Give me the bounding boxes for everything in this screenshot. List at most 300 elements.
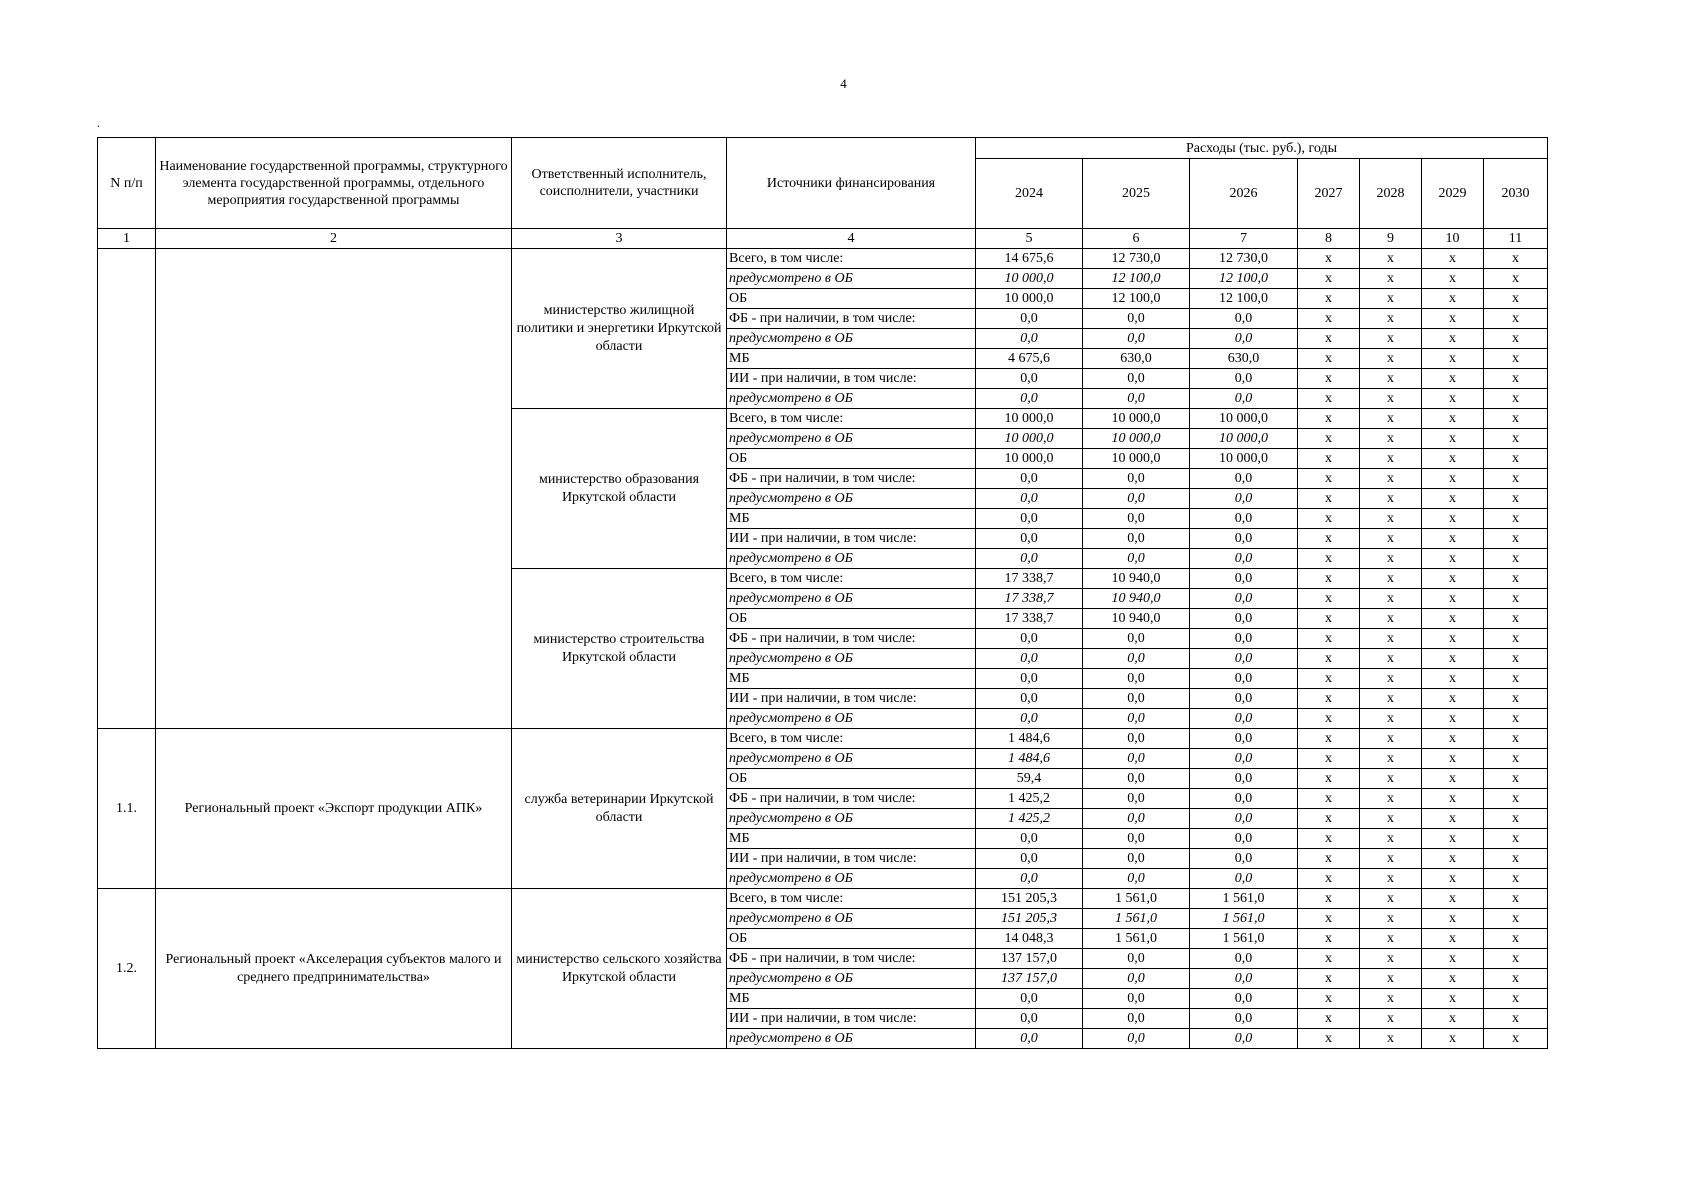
amount-cell: 0,0 bbox=[976, 469, 1083, 489]
amount-cell: 0,0 bbox=[1083, 769, 1190, 789]
na-cell: x bbox=[1298, 309, 1360, 329]
amount-cell: 0,0 bbox=[1083, 509, 1190, 529]
na-cell: x bbox=[1484, 689, 1548, 709]
funding-source: предусмотрено в ОБ bbox=[727, 749, 976, 769]
funding-source: ИИ - при наличии, в том числе: bbox=[727, 849, 976, 869]
na-cell: x bbox=[1422, 269, 1484, 289]
na-cell: x bbox=[1360, 589, 1422, 609]
funding-source: ФБ - при наличии, в том числе: bbox=[727, 309, 976, 329]
funding-source: предусмотрено в ОБ bbox=[727, 709, 976, 729]
na-cell: x bbox=[1360, 809, 1422, 829]
na-cell: x bbox=[1298, 469, 1360, 489]
amount-cell: 0,0 bbox=[1083, 669, 1190, 689]
na-cell: x bbox=[1422, 409, 1484, 429]
header-year: 2029 bbox=[1422, 159, 1484, 229]
na-cell: x bbox=[1422, 749, 1484, 769]
amount-cell: 0,0 bbox=[1190, 629, 1298, 649]
amount-cell: 0,0 bbox=[1190, 789, 1298, 809]
na-cell: x bbox=[1422, 429, 1484, 449]
funding-source: ОБ bbox=[727, 609, 976, 629]
funding-source: ФБ - при наличии, в том числе: bbox=[727, 789, 976, 809]
na-cell: x bbox=[1360, 909, 1422, 929]
header-name: Наименование государственной программы, структурного элемента государственной программы, отдельного мероприятия государственной программы bbox=[156, 138, 512, 229]
na-cell: x bbox=[1360, 549, 1422, 569]
column-number: 8 bbox=[1298, 229, 1360, 249]
amount-cell: 10 000,0 bbox=[976, 429, 1083, 449]
amount-cell: 0,0 bbox=[1083, 1029, 1190, 1049]
funding-source: ОБ bbox=[727, 449, 976, 469]
na-cell: x bbox=[1360, 429, 1422, 449]
na-cell: x bbox=[1298, 429, 1360, 449]
na-cell: x bbox=[1422, 629, 1484, 649]
amount-cell: 10 000,0 bbox=[1083, 409, 1190, 429]
funding-source: предусмотрено в ОБ bbox=[727, 589, 976, 609]
na-cell: x bbox=[1484, 509, 1548, 529]
funding-source: предусмотрено в ОБ bbox=[727, 269, 976, 289]
funding-source: предусмотрено в ОБ bbox=[727, 909, 976, 929]
amount-cell: 0,0 bbox=[1190, 589, 1298, 609]
na-cell: x bbox=[1422, 889, 1484, 909]
na-cell: x bbox=[1360, 649, 1422, 669]
amount-cell: 0,0 bbox=[976, 489, 1083, 509]
header-year: 2025 bbox=[1083, 159, 1190, 229]
amount-cell: 0,0 bbox=[1190, 309, 1298, 329]
na-cell: x bbox=[1360, 749, 1422, 769]
na-cell: x bbox=[1422, 549, 1484, 569]
na-cell: x bbox=[1422, 469, 1484, 489]
amount-cell: 0,0 bbox=[1190, 369, 1298, 389]
na-cell: x bbox=[1298, 529, 1360, 549]
na-cell: x bbox=[1360, 349, 1422, 369]
section-name: Региональный проект «Экспорт продукции АПК» bbox=[156, 729, 512, 889]
amount-cell: 1 484,6 bbox=[976, 729, 1083, 749]
na-cell: x bbox=[1422, 909, 1484, 929]
na-cell: x bbox=[1298, 889, 1360, 909]
amount-cell: 630,0 bbox=[1190, 349, 1298, 369]
amount-cell: 0,0 bbox=[1083, 309, 1190, 329]
amount-cell: 4 675,6 bbox=[976, 349, 1083, 369]
funding-source: предусмотрено в ОБ bbox=[727, 869, 976, 889]
na-cell: x bbox=[1360, 529, 1422, 549]
amount-cell: 137 157,0 bbox=[976, 969, 1083, 989]
amount-cell: 630,0 bbox=[1083, 349, 1190, 369]
na-cell: x bbox=[1484, 789, 1548, 809]
amount-cell: 137 157,0 bbox=[976, 949, 1083, 969]
amount-cell: 0,0 bbox=[1083, 809, 1190, 829]
amount-cell: 0,0 bbox=[1190, 329, 1298, 349]
na-cell: x bbox=[1360, 709, 1422, 729]
na-cell: x bbox=[1360, 269, 1422, 289]
na-cell: x bbox=[1422, 949, 1484, 969]
amount-cell: 0,0 bbox=[1083, 329, 1190, 349]
funding-source: предусмотрено в ОБ bbox=[727, 549, 976, 569]
na-cell: x bbox=[1422, 309, 1484, 329]
na-cell: x bbox=[1298, 649, 1360, 669]
funding-source: МБ bbox=[727, 509, 976, 529]
executor-cell: министерство строительства Иркутской области bbox=[512, 569, 727, 729]
funding-source: Всего, в том числе: bbox=[727, 569, 976, 589]
amount-cell: 1 561,0 bbox=[1083, 889, 1190, 909]
na-cell: x bbox=[1360, 729, 1422, 749]
na-cell: x bbox=[1360, 769, 1422, 789]
column-number: 6 bbox=[1083, 229, 1190, 249]
amount-cell: 0,0 bbox=[1083, 849, 1190, 869]
na-cell: x bbox=[1298, 409, 1360, 429]
amount-cell: 1 425,2 bbox=[976, 789, 1083, 809]
na-cell: x bbox=[1360, 789, 1422, 809]
section-name: Региональный проект «Акселерация субъектов малого и среднего предпринимательства» bbox=[156, 889, 512, 1049]
header-year: 2026 bbox=[1190, 159, 1298, 229]
na-cell: x bbox=[1422, 669, 1484, 689]
na-cell: x bbox=[1360, 249, 1422, 269]
funding-source: ИИ - при наличии, в том числе: bbox=[727, 529, 976, 549]
na-cell: x bbox=[1360, 609, 1422, 629]
amount-cell: 0,0 bbox=[1190, 669, 1298, 689]
na-cell: x bbox=[1298, 489, 1360, 509]
amount-cell: 0,0 bbox=[1190, 709, 1298, 729]
amount-cell: 1 561,0 bbox=[1083, 909, 1190, 929]
amount-cell: 0,0 bbox=[1083, 729, 1190, 749]
header-year: 2028 bbox=[1360, 159, 1422, 229]
amount-cell: 0,0 bbox=[1190, 509, 1298, 529]
na-cell: x bbox=[1484, 629, 1548, 649]
funding-source: предусмотрено в ОБ bbox=[727, 809, 976, 829]
column-number: 5 bbox=[976, 229, 1083, 249]
funding-source: Всего, в том числе: bbox=[727, 889, 976, 909]
na-cell: x bbox=[1484, 389, 1548, 409]
na-cell: x bbox=[1298, 1009, 1360, 1029]
amount-cell: 0,0 bbox=[976, 709, 1083, 729]
na-cell: x bbox=[1298, 749, 1360, 769]
executor-cell: служба ветеринарии Иркутской области bbox=[512, 729, 727, 889]
na-cell: x bbox=[1484, 429, 1548, 449]
amount-cell: 0,0 bbox=[976, 369, 1083, 389]
na-cell: x bbox=[1360, 889, 1422, 909]
amount-cell: 0,0 bbox=[1083, 629, 1190, 649]
amount-cell: 12 100,0 bbox=[1190, 289, 1298, 309]
na-cell: x bbox=[1360, 1009, 1422, 1029]
na-cell: x bbox=[1360, 869, 1422, 889]
amount-cell: 0,0 bbox=[976, 1029, 1083, 1049]
na-cell: x bbox=[1422, 849, 1484, 869]
column-number: 11 bbox=[1484, 229, 1548, 249]
na-cell: x bbox=[1298, 929, 1360, 949]
amount-cell: 0,0 bbox=[1083, 789, 1190, 809]
na-cell: x bbox=[1484, 669, 1548, 689]
na-cell: x bbox=[1298, 1029, 1360, 1049]
amount-cell: 0,0 bbox=[1083, 709, 1190, 729]
amount-cell: 17 338,7 bbox=[976, 569, 1083, 589]
amount-cell: 1 561,0 bbox=[1190, 909, 1298, 929]
stray-mark: . bbox=[97, 116, 100, 130]
table-body bbox=[98, 249, 1548, 1049]
amount-cell: 0,0 bbox=[976, 849, 1083, 869]
amount-cell: 0,0 bbox=[1190, 469, 1298, 489]
na-cell: x bbox=[1422, 689, 1484, 709]
amount-cell: 0,0 bbox=[1190, 729, 1298, 749]
amount-cell: 0,0 bbox=[1190, 749, 1298, 769]
funding-source: МБ bbox=[727, 829, 976, 849]
page-number: 4 bbox=[840, 76, 847, 91]
funding-source: ФБ - при наличии, в том числе: bbox=[727, 629, 976, 649]
amount-cell: 10 940,0 bbox=[1083, 609, 1190, 629]
amount-cell: 10 000,0 bbox=[1190, 429, 1298, 449]
amount-cell: 0,0 bbox=[1190, 389, 1298, 409]
funding-source: МБ bbox=[727, 349, 976, 369]
amount-cell: 0,0 bbox=[1083, 529, 1190, 549]
amount-cell: 151 205,3 bbox=[976, 909, 1083, 929]
header-source: Источники финансирования bbox=[727, 138, 976, 229]
column-number: 3 bbox=[512, 229, 727, 249]
na-cell: x bbox=[1298, 349, 1360, 369]
na-cell: x bbox=[1484, 829, 1548, 849]
amount-cell: 0,0 bbox=[1190, 809, 1298, 829]
table-row bbox=[98, 249, 1548, 269]
section-number: 1.1. bbox=[98, 729, 156, 889]
funding-source: Всего, в том числе: bbox=[727, 409, 976, 429]
funding-source: МБ bbox=[727, 669, 976, 689]
amount-cell: 1 561,0 bbox=[1190, 889, 1298, 909]
na-cell: x bbox=[1360, 929, 1422, 949]
column-number: 1 bbox=[98, 229, 156, 249]
na-cell: x bbox=[1360, 329, 1422, 349]
na-cell: x bbox=[1422, 529, 1484, 549]
na-cell: x bbox=[1422, 389, 1484, 409]
amount-cell: 1 561,0 bbox=[1190, 929, 1298, 949]
amount-cell: 10 000,0 bbox=[1083, 449, 1190, 469]
na-cell: x bbox=[1360, 289, 1422, 309]
budget-table bbox=[97, 137, 1548, 1049]
na-cell: x bbox=[1360, 409, 1422, 429]
na-cell: x bbox=[1422, 769, 1484, 789]
na-cell: x bbox=[1484, 649, 1548, 669]
na-cell: x bbox=[1360, 449, 1422, 469]
na-cell: x bbox=[1298, 969, 1360, 989]
funding-source: МБ bbox=[727, 989, 976, 1009]
header-num: N п/п bbox=[98, 138, 156, 229]
na-cell: x bbox=[1422, 729, 1484, 749]
na-cell: x bbox=[1484, 709, 1548, 729]
header-executor: Ответственный исполнитель, соисполнители, участники bbox=[512, 138, 727, 229]
amount-cell: 0,0 bbox=[1083, 689, 1190, 709]
table-header bbox=[98, 138, 1548, 249]
na-cell: x bbox=[1484, 609, 1548, 629]
na-cell: x bbox=[1298, 849, 1360, 869]
amount-cell: 0,0 bbox=[1083, 969, 1190, 989]
amount-cell: 10 000,0 bbox=[976, 269, 1083, 289]
na-cell: x bbox=[1422, 329, 1484, 349]
na-cell: x bbox=[1298, 829, 1360, 849]
na-cell: x bbox=[1422, 869, 1484, 889]
na-cell: x bbox=[1360, 469, 1422, 489]
na-cell: x bbox=[1484, 349, 1548, 369]
na-cell: x bbox=[1422, 289, 1484, 309]
amount-cell: 17 338,7 bbox=[976, 589, 1083, 609]
na-cell: x bbox=[1360, 829, 1422, 849]
na-cell: x bbox=[1484, 1029, 1548, 1049]
amount-cell: 0,0 bbox=[976, 509, 1083, 529]
na-cell: x bbox=[1484, 929, 1548, 949]
amount-cell: 0,0 bbox=[1190, 529, 1298, 549]
amount-cell: 0,0 bbox=[1190, 689, 1298, 709]
na-cell: x bbox=[1422, 829, 1484, 849]
header-year: 2027 bbox=[1298, 159, 1360, 229]
funding-source: предусмотрено в ОБ bbox=[727, 649, 976, 669]
amount-cell: 0,0 bbox=[1190, 769, 1298, 789]
header-year: 2030 bbox=[1484, 159, 1548, 229]
funding-source: предусмотрено в ОБ bbox=[727, 429, 976, 449]
na-cell: x bbox=[1484, 949, 1548, 969]
amount-cell: 0,0 bbox=[1083, 549, 1190, 569]
na-cell: x bbox=[1484, 249, 1548, 269]
na-cell: x bbox=[1422, 609, 1484, 629]
amount-cell: 12 730,0 bbox=[1083, 249, 1190, 269]
amount-cell: 1 561,0 bbox=[1083, 929, 1190, 949]
section-number: 1.2. bbox=[98, 889, 156, 1049]
na-cell: x bbox=[1298, 329, 1360, 349]
amount-cell: 10 940,0 bbox=[1083, 589, 1190, 609]
na-cell: x bbox=[1298, 989, 1360, 1009]
na-cell: x bbox=[1298, 449, 1360, 469]
amount-cell: 0,0 bbox=[976, 309, 1083, 329]
amount-cell: 0,0 bbox=[976, 389, 1083, 409]
amount-cell: 0,0 bbox=[1190, 949, 1298, 969]
na-cell: x bbox=[1422, 369, 1484, 389]
na-cell: x bbox=[1484, 489, 1548, 509]
amount-cell: 0,0 bbox=[1083, 1009, 1190, 1029]
na-cell: x bbox=[1484, 989, 1548, 1009]
na-cell: x bbox=[1484, 889, 1548, 909]
header-expenses: Расходы (тыс. руб.), годы bbox=[976, 138, 1548, 159]
na-cell: x bbox=[1484, 729, 1548, 749]
na-cell: x bbox=[1484, 369, 1548, 389]
na-cell: x bbox=[1298, 589, 1360, 609]
na-cell: x bbox=[1298, 809, 1360, 829]
na-cell: x bbox=[1422, 789, 1484, 809]
column-number: 2 bbox=[156, 229, 512, 249]
amount-cell: 0,0 bbox=[1190, 1029, 1298, 1049]
amount-cell: 12 100,0 bbox=[1083, 269, 1190, 289]
amount-cell: 0,0 bbox=[976, 989, 1083, 1009]
na-cell: x bbox=[1422, 809, 1484, 829]
na-cell: x bbox=[1298, 289, 1360, 309]
na-cell: x bbox=[1298, 789, 1360, 809]
na-cell: x bbox=[1298, 249, 1360, 269]
na-cell: x bbox=[1298, 909, 1360, 929]
section-number bbox=[98, 249, 156, 729]
executor-cell: министерство образования Иркутской области bbox=[512, 409, 727, 569]
amount-cell: 10 000,0 bbox=[976, 449, 1083, 469]
amount-cell: 0,0 bbox=[1190, 969, 1298, 989]
amount-cell: 0,0 bbox=[1190, 829, 1298, 849]
amount-cell: 0,0 bbox=[1083, 469, 1190, 489]
table-row bbox=[98, 889, 1548, 909]
na-cell: x bbox=[1298, 569, 1360, 589]
amount-cell: 0,0 bbox=[1190, 489, 1298, 509]
amount-cell: 59,4 bbox=[976, 769, 1083, 789]
funding-source: ОБ bbox=[727, 929, 976, 949]
na-cell: x bbox=[1360, 389, 1422, 409]
amount-cell: 0,0 bbox=[1190, 569, 1298, 589]
na-cell: x bbox=[1360, 309, 1422, 329]
amount-cell: 0,0 bbox=[1083, 369, 1190, 389]
executor-cell: министерство жилищной политики и энергетики Иркутской области bbox=[512, 249, 727, 409]
na-cell: x bbox=[1422, 449, 1484, 469]
na-cell: x bbox=[1422, 1029, 1484, 1049]
na-cell: x bbox=[1484, 849, 1548, 869]
funding-source: ИИ - при наличии, в том числе: bbox=[727, 689, 976, 709]
na-cell: x bbox=[1422, 589, 1484, 609]
amount-cell: 1 484,6 bbox=[976, 749, 1083, 769]
na-cell: x bbox=[1422, 249, 1484, 269]
amount-cell: 14 675,6 bbox=[976, 249, 1083, 269]
amount-cell: 0,0 bbox=[1190, 1009, 1298, 1029]
funding-source: предусмотрено в ОБ bbox=[727, 969, 976, 989]
na-cell: x bbox=[1298, 629, 1360, 649]
na-cell: x bbox=[1360, 989, 1422, 1009]
na-cell: x bbox=[1484, 289, 1548, 309]
na-cell: x bbox=[1422, 1009, 1484, 1029]
amount-cell: 0,0 bbox=[976, 689, 1083, 709]
amount-cell: 0,0 bbox=[1083, 749, 1190, 769]
na-cell: x bbox=[1360, 509, 1422, 529]
amount-cell: 10 000,0 bbox=[1190, 449, 1298, 469]
amount-cell: 0,0 bbox=[976, 549, 1083, 569]
amount-cell: 0,0 bbox=[1083, 949, 1190, 969]
na-cell: x bbox=[1484, 749, 1548, 769]
executor-cell: министерство сельского хозяйства Иркутской области bbox=[512, 889, 727, 1049]
amount-cell: 12 730,0 bbox=[1190, 249, 1298, 269]
na-cell: x bbox=[1484, 269, 1548, 289]
amount-cell: 0,0 bbox=[1083, 389, 1190, 409]
amount-cell: 0,0 bbox=[976, 329, 1083, 349]
funding-source: предусмотрено в ОБ bbox=[727, 1029, 976, 1049]
na-cell: x bbox=[1484, 449, 1548, 469]
amount-cell: 0,0 bbox=[1083, 989, 1190, 1009]
na-cell: x bbox=[1360, 489, 1422, 509]
funding-source: ОБ bbox=[727, 769, 976, 789]
amount-cell: 0,0 bbox=[976, 869, 1083, 889]
na-cell: x bbox=[1422, 709, 1484, 729]
na-cell: x bbox=[1422, 569, 1484, 589]
section-name bbox=[156, 249, 512, 729]
funding-source: Всего, в том числе: bbox=[727, 729, 976, 749]
na-cell: x bbox=[1422, 489, 1484, 509]
amount-cell: 14 048,3 bbox=[976, 929, 1083, 949]
na-cell: x bbox=[1298, 609, 1360, 629]
na-cell: x bbox=[1298, 549, 1360, 569]
amount-cell: 17 338,7 bbox=[976, 609, 1083, 629]
na-cell: x bbox=[1484, 329, 1548, 349]
na-cell: x bbox=[1484, 309, 1548, 329]
na-cell: x bbox=[1298, 269, 1360, 289]
amount-cell: 151 205,3 bbox=[976, 889, 1083, 909]
na-cell: x bbox=[1360, 629, 1422, 649]
na-cell: x bbox=[1484, 969, 1548, 989]
na-cell: x bbox=[1298, 389, 1360, 409]
na-cell: x bbox=[1484, 469, 1548, 489]
header-year: 2024 bbox=[976, 159, 1083, 229]
amount-cell: 0,0 bbox=[976, 649, 1083, 669]
funding-source: ФБ - при наличии, в том числе: bbox=[727, 469, 976, 489]
na-cell: x bbox=[1360, 689, 1422, 709]
na-cell: x bbox=[1422, 509, 1484, 529]
na-cell: x bbox=[1298, 709, 1360, 729]
na-cell: x bbox=[1422, 969, 1484, 989]
amount-cell: 0,0 bbox=[1190, 549, 1298, 569]
amount-cell: 0,0 bbox=[1190, 649, 1298, 669]
na-cell: x bbox=[1360, 949, 1422, 969]
